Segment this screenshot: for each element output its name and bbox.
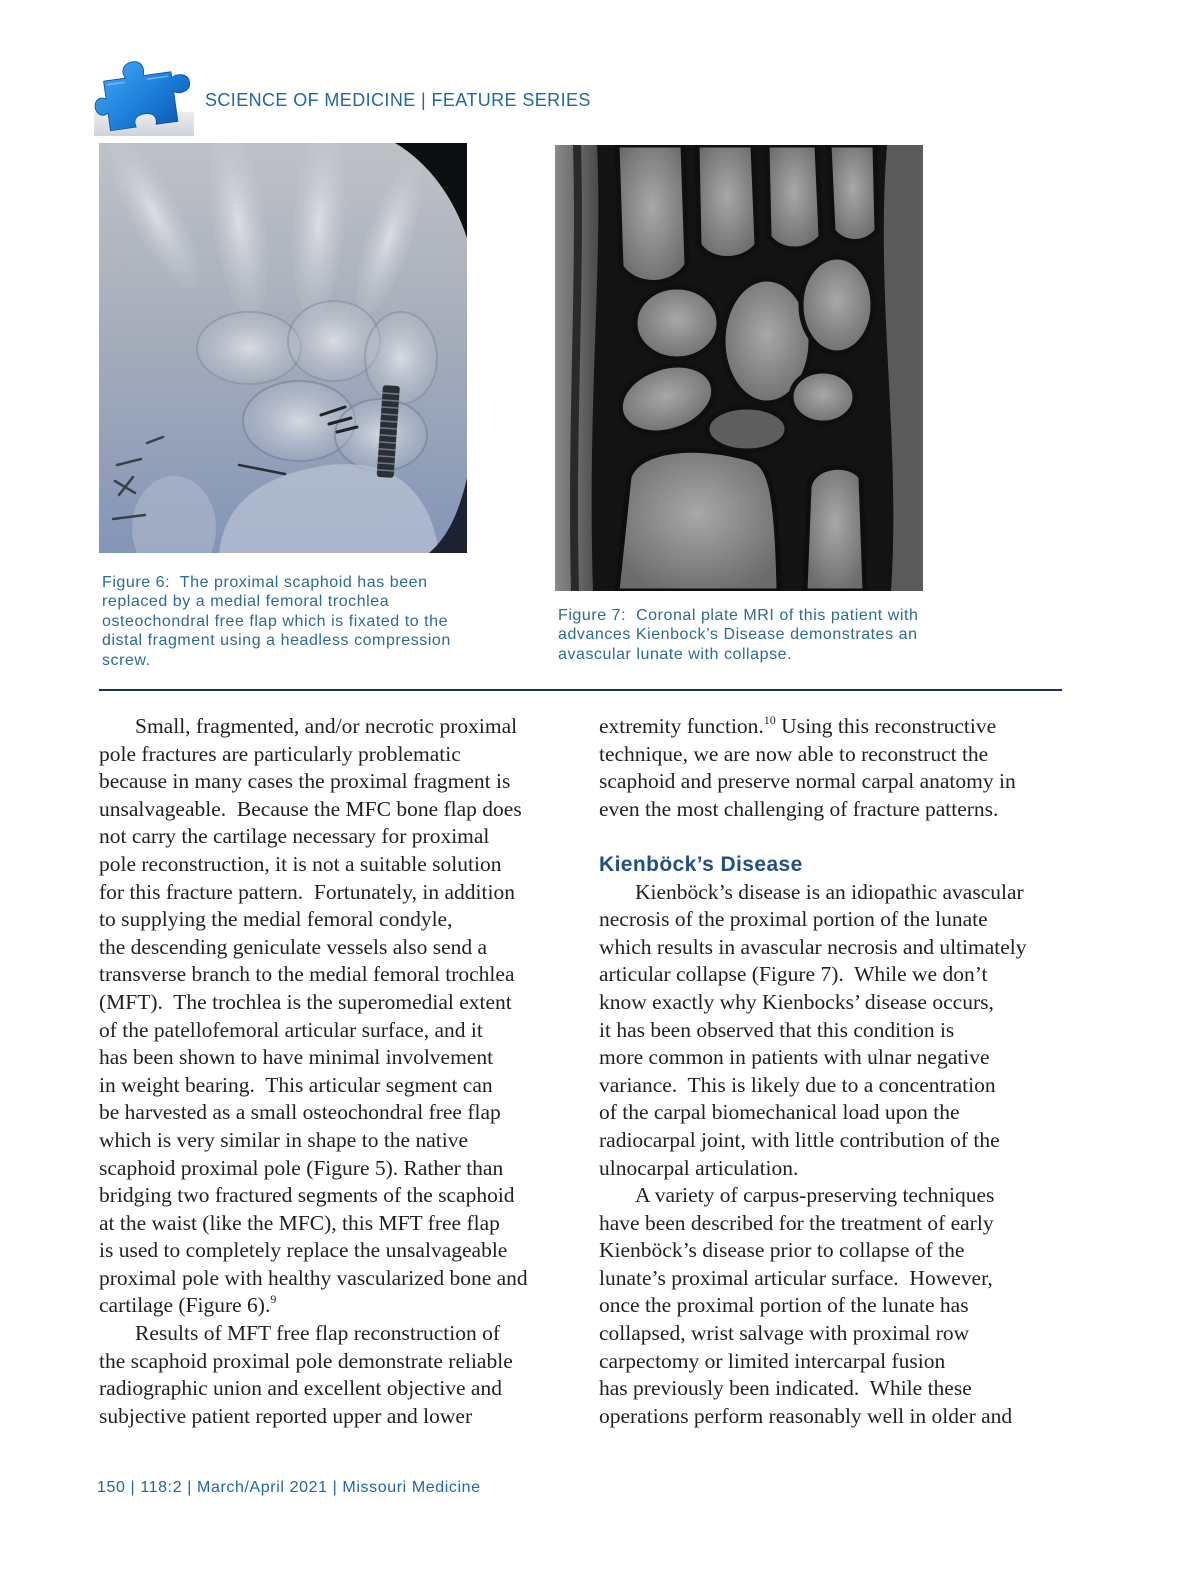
text-line: (MFT). The trochlea is the superomedial extent [99, 989, 512, 1014]
text-line: not carry the cartilage necessary for proximal [99, 824, 490, 849]
text-line: at the waist (like the MFC), this MFT free flap [99, 1210, 500, 1235]
text-line: proximal pole with healthy vascularized bone and [99, 1265, 528, 1290]
puzzle-piece-icon [92, 56, 194, 136]
caption-line: Figure 7: Coronal plate MRI of this patient with [558, 607, 919, 624]
text-line: Results of MFT free flap reconstruction of [135, 1321, 501, 1346]
caption-line: screw. [102, 651, 151, 669]
mri-metacarpal-base [767, 145, 821, 249]
text-line: A variety of carpus-preserving techniques [635, 1183, 995, 1208]
mri-triquetrum-bone [791, 371, 855, 423]
paragraph-spacer [599, 823, 1069, 851]
mri-metacarpal-base [829, 145, 877, 242]
text-line: know exactly why Kienbocks’ disease occurs, [599, 989, 994, 1014]
text-line: subjective patient reported upper and lower [99, 1403, 473, 1428]
text-line: pole fractures are particularly problematic [99, 741, 461, 766]
text-line: variance. This is likely due to a concentration [599, 1072, 996, 1097]
text-line: pole reconstruction, it is not a suitable solution [99, 851, 502, 876]
caption-line: osteochondral free flap which is fixated to the [102, 612, 449, 630]
text-line [99, 1292, 569, 1320]
xray-carpal-bone [197, 312, 301, 384]
citation-superscript: 9 [270, 1292, 277, 1307]
text-line-segment: cartilage (Figure 6). [99, 1293, 271, 1318]
text-line: unsalvageable. Because the MFC bone flap does [99, 796, 522, 821]
text-line: more common in patients with ulnar negative [599, 1045, 990, 1070]
page-footer: 150 | 118:2 | March/April 2021 | Missouri Medicine [97, 1479, 481, 1496]
section-divider [99, 689, 1062, 691]
text-line: Kienböck’s disease is an idiopathic avascular [635, 879, 1024, 904]
figure-7-caption [558, 606, 918, 664]
figure-6-xray-image [99, 143, 467, 553]
mri-hamate-bone [801, 257, 873, 353]
text-line: the scaphoid proximal pole demonstrate reliable [99, 1348, 513, 1373]
text-line: has previously been indicated. While these [599, 1376, 972, 1401]
text-line: have been described for the treatment of early [599, 1210, 994, 1235]
left-text-column [99, 713, 569, 1430]
section-heading: Kienböck’s Disease [599, 852, 803, 876]
text-line [599, 713, 1069, 741]
mri-metacarpal-base [697, 145, 757, 259]
text-line: ulnocarpal articulation. [599, 1155, 799, 1180]
text-line: of the patellofemoral articular surface, and it [99, 1017, 483, 1042]
text-line: it has been observed that this condition is [599, 1017, 955, 1042]
text-line: transverse branch to the medial femoral trochlea [99, 962, 515, 987]
text-line: the descending geniculate vessels also send a [99, 934, 488, 959]
mri-metacarpal-base [617, 145, 687, 283]
text-line: which results in avascular necrosis and ultimately [599, 934, 1027, 959]
text-line: because in many cases the proximal fragment is [99, 769, 511, 794]
text-line: bridging two fractured segments of the scaphoid [99, 1183, 515, 1208]
caption-line: replaced by a medial femoral trochlea [102, 593, 390, 611]
text-line: in weight bearing. This articular segment can [99, 1072, 493, 1097]
text-line: Small, fragmented, and/or necrotic proximal [135, 714, 518, 738]
mri-ulna-bone [805, 467, 865, 591]
figure-6-caption [102, 573, 451, 670]
text-line: for this fracture pattern. Fortunately, in addition [99, 879, 515, 904]
text-line: be harvested as a small osteochondral free flap [99, 1100, 501, 1125]
mri-radius-bone [617, 450, 779, 591]
text-line: of the carpal biomechanical load upon the [599, 1100, 960, 1125]
caption-line: avascular lunate with collapse. [558, 645, 793, 663]
text-line: radiocarpal joint, with little contribution of the [599, 1127, 1000, 1152]
text-line-segment: extremity function. [599, 714, 764, 738]
puzzle-logo-graphic [92, 56, 194, 136]
text-line: lunate’s proximal articular surface. However, [599, 1265, 993, 1290]
text-line: scaphoid and preserve normal carpal anatomy in [599, 769, 1016, 794]
text-line: which is very similar in shape to the native [99, 1127, 468, 1152]
text-line: Kienböck’s disease prior to collapse of the [599, 1238, 965, 1263]
text-line-segment: Using this reconstructive [775, 714, 997, 738]
caption-line: Figure 6: The proximal scaphoid has been [102, 574, 428, 591]
text-line: radiographic union and excellent objective and [99, 1376, 502, 1401]
xray-carpal-bone [365, 312, 437, 404]
text-line: even the most challenging of fracture patterns. [599, 796, 999, 821]
text-line: scaphoid proximal pole (Figure 5). Rather than [99, 1155, 504, 1180]
right-text-column [599, 713, 1069, 1430]
text-line: technique, we are now able to reconstruct the [599, 741, 989, 766]
mri-trapezoid-bone [635, 287, 719, 359]
section-title: SCIENCE OF MEDICINE | FEATURE SERIES [205, 90, 591, 110]
text-line: to supplying the medial femoral condyle, [99, 907, 453, 932]
text-line: collapsed, wrist salvage with proximal row [599, 1321, 970, 1346]
text-line: is used to completely replace the unsalvageable [99, 1238, 508, 1263]
text-line: operations perform reasonably well in older and [599, 1403, 1013, 1428]
figure-7-mri-image [555, 145, 923, 591]
mri-graphic [555, 145, 923, 591]
caption-line: advances Kienbock’s Disease demonstrates an [558, 626, 918, 644]
text-line: articular collapse (Figure 7). While we don’t [599, 962, 988, 987]
mri-collapsed-lunate [707, 407, 787, 451]
citation-superscript: 10 [763, 713, 776, 727]
text-line: has been shown to have minimal involvement [99, 1045, 494, 1070]
caption-line: distal fragment using a headless compression [102, 632, 451, 650]
text-line: necrosis of the proximal portion of the lunate [599, 907, 988, 932]
text-line: once the proximal portion of the lunate has [599, 1293, 969, 1318]
text-line: carpectomy or limited intercarpal fusion [599, 1348, 946, 1373]
xray-graphic [99, 143, 467, 553]
